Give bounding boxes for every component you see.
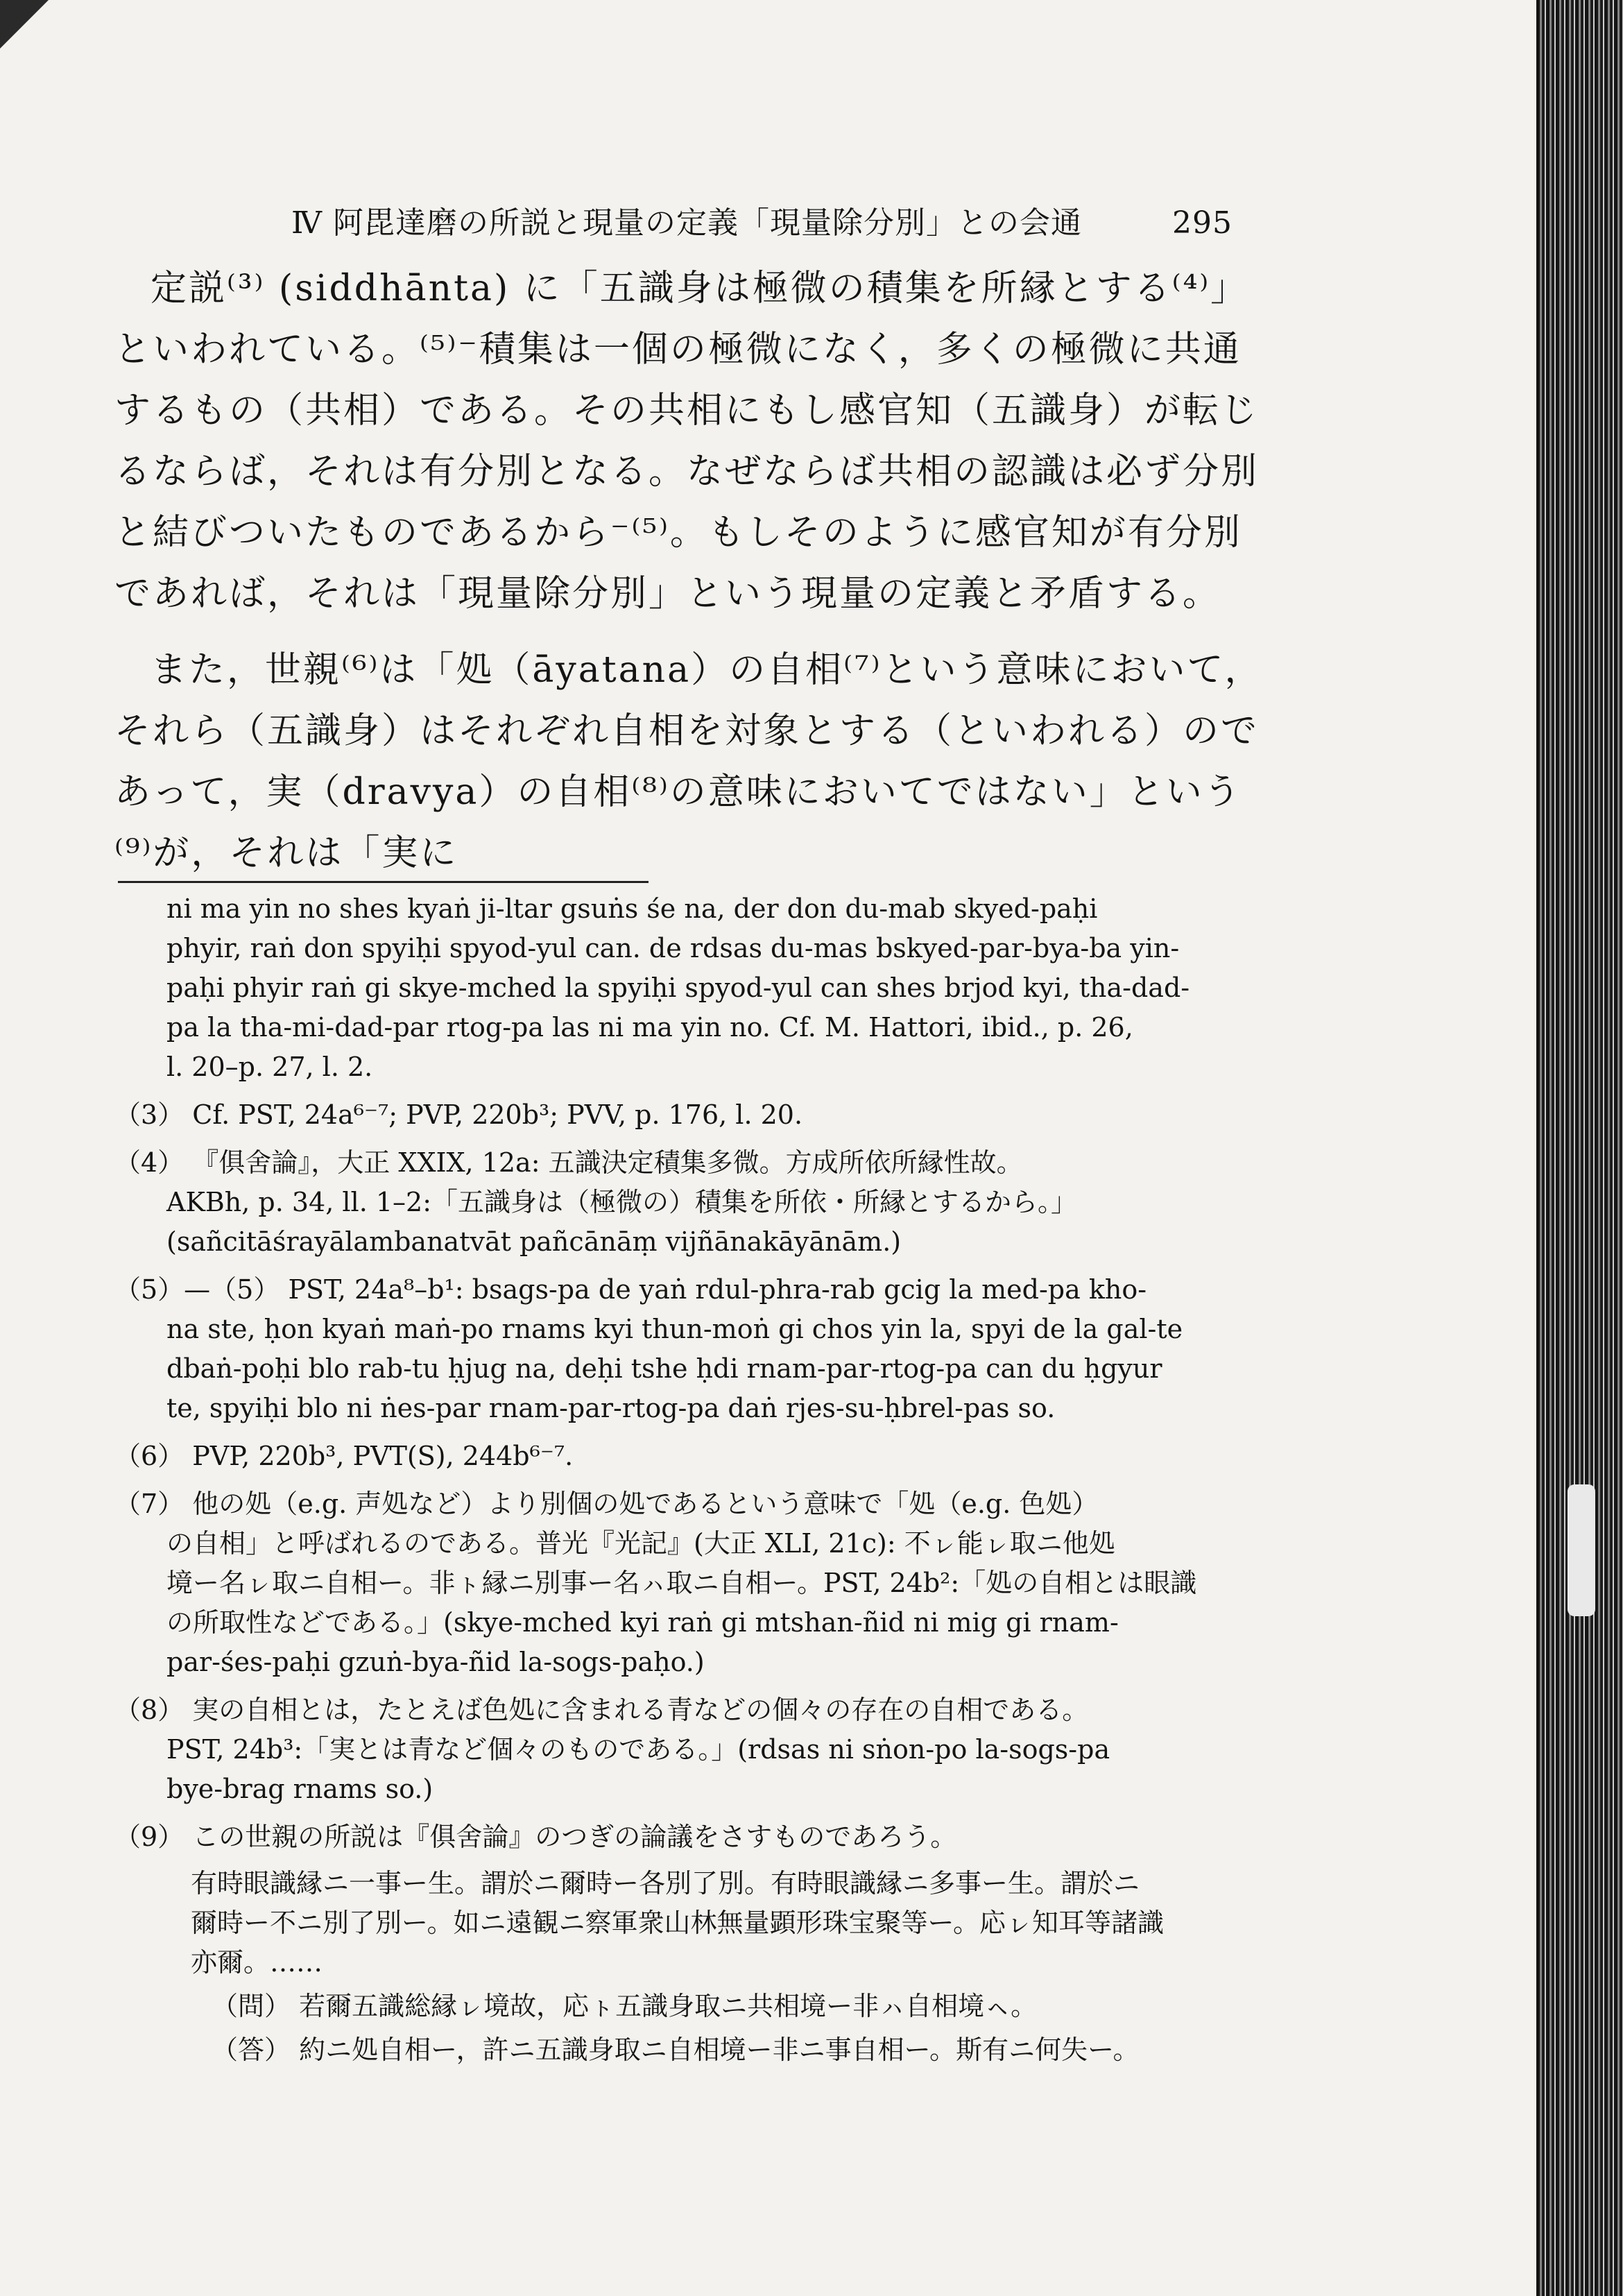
- qa-text: 若爾五識総縁ㇾ境故，応ㇳ五識身取ニ共相境ー非ㇵ自相境ㇸ。: [299, 1991, 1038, 2021]
- footnote-text: Cf. PST, 24a⁶⁻⁷; PVP, 220b³; PVV, p. 176, l. 20.: [192, 1099, 803, 1130]
- qa-question: [114, 1987, 1269, 2026]
- qa-label: （答）: [212, 2034, 291, 2065]
- running-head: [0, 203, 1623, 244]
- footnote-text: 『俱舍論』，大正 XXIX, 12a: 五識決定積集多微。方成所依所縁性故。 AKBh, p. 34, ll. 1–2:「五識身は（極微の）積集を所依・所縁とするから。」 (sañcitāśrayālambanatvāt pañcānāṃ vijñānakāyānām.): [166, 1147, 1078, 1257]
- footnote-9: [114, 1817, 1269, 1857]
- page-edge-tab: [1568, 1484, 1595, 1616]
- footnote-continuation: ni ma yin no shes kyaṅ ji-ltar gsuṅs śe na, der don du-mab skyed-paḥi phyir, raṅ don spyiḥi spyod-yul can. de rdsas du-mas bskyed-par-bya-ba yin- paḥi phyir raṅ gi skye-mched la spyiḥi spyod-yul can shes brjod kyi, tha-dad- pa la tha-mi-dad-par rtog-pa las ni ma yin no. Cf. M. Hattori, ibid., p. 26, l. 20–p. 27, l. 2.: [166, 893, 1190, 1082]
- footnote-text: PST, 24a⁸–b¹: bsags-pa de yaṅ rdul-phra-rab gcig la med-pa kho- na ste, ḥon kyaṅ maṅ-po rnams kyi thun-moṅ gi chos yin la, spyi de la gal-te dbaṅ-poḥi blo rab-tu ḥjug na, deḥi tshe ḥdi rnam-par-rtog-pa can du ḥgyur te, spyiḥi blo ni ṅes-par rnam-par-rtog-pa daṅ rjes-su-ḥbrel-pas so.: [166, 1274, 1183, 1423]
- main-text: [114, 258, 1266, 884]
- footnote-label: （4）: [114, 1147, 184, 1178]
- footnotes: [114, 889, 1269, 2070]
- footnote-3: [114, 1095, 1269, 1135]
- paragraph-2: また，世親⁽⁶⁾は「処（āyatana）の自相⁽⁷⁾という意味において，それら（五識身）はそれぞれ自相を対象とする（といわれる）のであって，実（dravya）の自相⁽⁸⁾の意味においてではない」という⁽⁹⁾が，それは「実に: [114, 649, 1263, 874]
- footnote-rule: [118, 881, 649, 883]
- footnote-text: 他の処（e.g. 声処など）より別個の処であるという意味で「処（e.g. 色処） の自相」と呼ばれるのである。普光『光記』(大正 XLI, 21c): 不ㇾ能ㇾ取ニ他処 境ー名ㇾ取ニ自相ー。非ㇳ縁ニ別事ー名ㇵ取ニ自相ー。PST, 24b²:「処の自相とは眼識 の所取性などである。」(skye-mched kyi raṅ gi mtshan-ñid ni mig gi rnam- par-śes-paḥi gzuṅ-bya-ñid la-sogs-paḥo.): [166, 1489, 1197, 1677]
- footnote-quote: 有時眼識縁ニ一事ー生。謂於ニ爾時ー各別了別。有時眼識縁ニ多事ー生。謂於ニ 爾時ー不ニ別了別ー。如ニ遠観ニ察軍衆山林無量顕形珠宝聚等ー。応ㇾ知耳等諸識 亦爾。……: [191, 1868, 1164, 1978]
- page-number: 295: [1172, 205, 1233, 241]
- running-head-title: Ⅳ 阿毘達磨の所説と現量の定義「現量除分別」との会通: [291, 205, 1082, 241]
- footnote-6: [114, 1437, 1269, 1476]
- footnote-label: （6）: [114, 1441, 184, 1471]
- footnote-text: この世親の所説は『俱舍論』のつぎの論議をさすものであろう。: [192, 1822, 957, 1852]
- footnote-text: PVP, 220b³, PVT(S), 244b⁶⁻⁷.: [192, 1441, 574, 1471]
- footnote-label: （5）—（5）: [114, 1274, 280, 1305]
- footnote-label: （9）: [114, 1822, 184, 1852]
- book-page-edges: [1536, 0, 1623, 2296]
- footnote-8: [114, 1690, 1269, 1809]
- footnote-label: （3）: [114, 1099, 184, 1130]
- footnote-label: （7）: [114, 1489, 184, 1519]
- qa-label: （問）: [212, 1991, 291, 2021]
- footnote-4: [114, 1143, 1269, 1262]
- footnote-7: [114, 1484, 1269, 1682]
- footnote-label: （8）: [114, 1695, 184, 1725]
- footnote-text: 実の自相とは，たとえば色処に含まれる青などの個々の存在の自相である。 PST, 24b³:「実とは青など個々のものである。」(rdsas ni sṅon-po la-sogs-pa bye-brag rnams so.): [166, 1695, 1110, 1804]
- paragraph-1: 定説⁽³⁾ (siddhānta) に「五識身は極微の積集を所縁とする⁽⁴⁾」といわれている。⁽⁵⁾⁻積集は一個の極微になく，多くの極微に共通するもの（共相）である。その共相にもし感官知（五識身）が転じるならば，それは有分別となる。なぜならば共相の認識は必ず分別と結びついたものであるから⁻⁽⁵⁾。もしそのように感官知が有分別であれば，それは「現量除分別」という現量の定義と矛盾する。: [114, 268, 1260, 615]
- qa-text: 約ニ処自相ー，許ニ五識身取ニ自相境ー非ニ事自相ー。斯有ニ何失ー。: [299, 2034, 1140, 2065]
- footnote-5: [114, 1270, 1269, 1428]
- page-corner-shadow: [0, 0, 49, 49]
- qa-answer: [114, 2030, 1269, 2070]
